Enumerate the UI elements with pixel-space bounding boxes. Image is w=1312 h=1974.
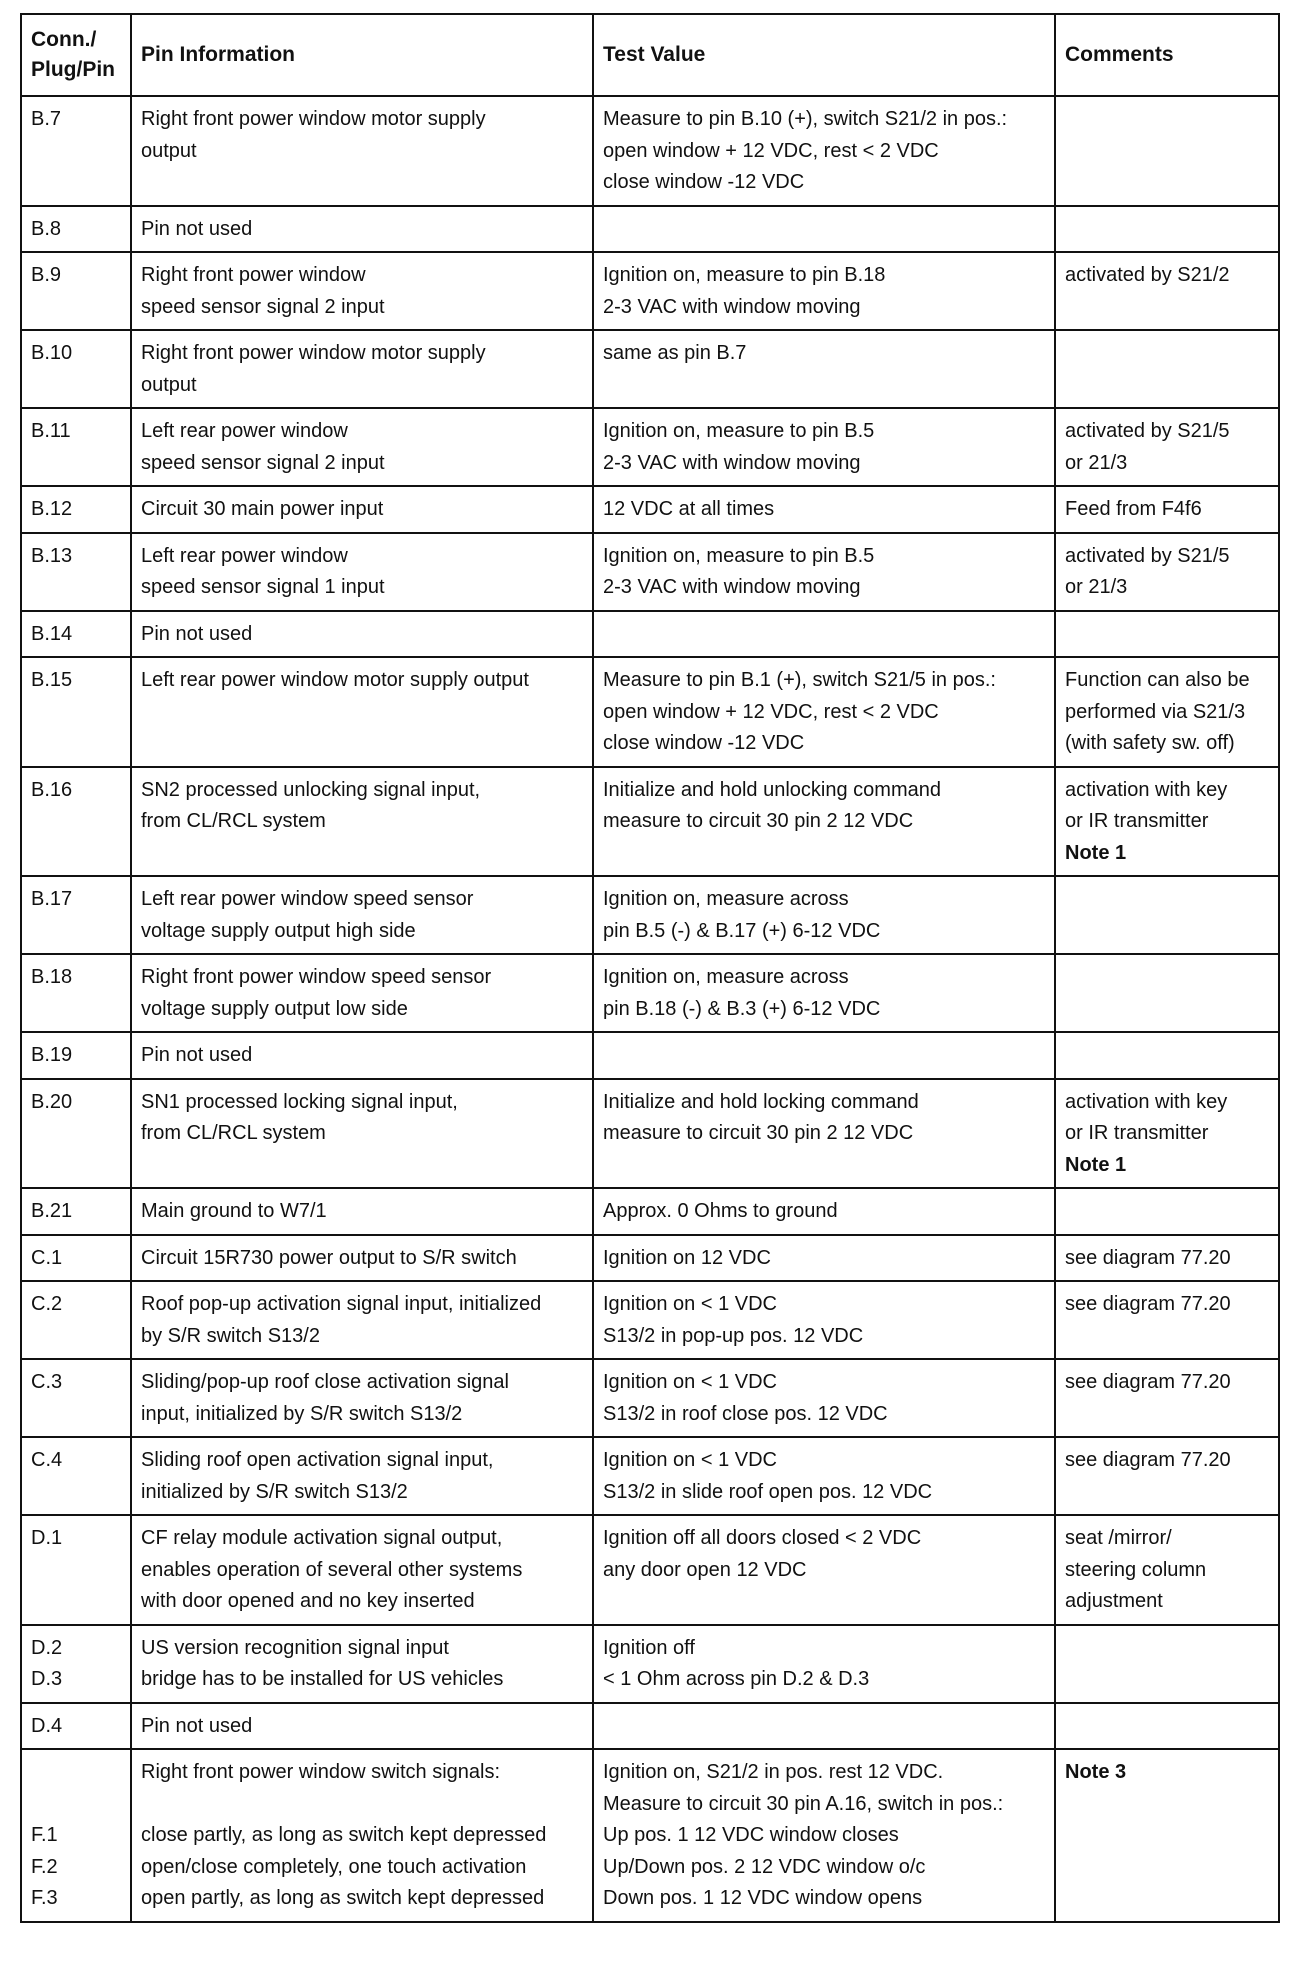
cell-line: D.4 [31, 1714, 63, 1737]
cell-line [141, 1789, 584, 1821]
pin-info-cell [131, 611, 593, 658]
comments-cell [1055, 1515, 1279, 1625]
table-row [21, 408, 1279, 486]
cell-line: Right front power window [141, 264, 366, 286]
cell-line: voltage supply output low side [141, 997, 408, 1020]
cell-line: Left rear power window [141, 420, 348, 442]
header-comments: Comments [1055, 14, 1279, 96]
pin-info-cell [131, 486, 593, 533]
cell-line: Right front power window switch signals: [141, 1761, 501, 1783]
pin-cell [21, 954, 131, 1032]
cell-line: steering column [1065, 1558, 1207, 1581]
cell-line: input, initialized by S/R switch S13/2 [141, 1402, 463, 1425]
cell-line: Note 3 [1065, 1761, 1127, 1783]
cell-line: F.1 [31, 1824, 58, 1846]
cell-line: Ignition on 12 VDC [603, 1246, 771, 1269]
pin-cell [21, 96, 131, 206]
cell-line: Right front power window motor supply [141, 342, 486, 364]
pin-info-cell [131, 1515, 593, 1625]
header-test-value: Test Value [593, 14, 1055, 96]
pin-cell [21, 1188, 131, 1235]
cell-line: bridge has to be installed for US vehicles [141, 1668, 504, 1690]
test-value-cell [593, 1437, 1055, 1515]
pin-cell [21, 1515, 131, 1625]
cell-line: B.21 [31, 1200, 73, 1222]
pin-info-cell [131, 252, 593, 330]
cell-line: F.3 [31, 1887, 58, 1909]
comments-cell [1055, 486, 1279, 533]
cell-line: SN2 processed unlocking signal input, [141, 778, 481, 801]
test-value-cell [593, 1625, 1055, 1703]
test-value-cell [593, 1079, 1055, 1189]
cell-line: activation with key [1065, 778, 1228, 801]
cell-line: B.13 [31, 544, 73, 567]
pin-info-cell [131, 1437, 593, 1515]
header-conn-line1: Conn./ [31, 28, 97, 51]
pin-cell [21, 876, 131, 954]
cell-line: B.10 [31, 342, 73, 364]
cell-line: SN1 processed locking signal input, [141, 1090, 458, 1113]
cell-line: close window -12 VDC [603, 732, 805, 754]
header-row [21, 14, 1279, 96]
cell-line: Ignition on, measure across [603, 966, 849, 988]
cell-line: or IR transmitter [1065, 1122, 1209, 1144]
comments-cell [1055, 1359, 1279, 1437]
cell-line: or 21/3 [1065, 451, 1128, 474]
cell-line: Ignition off all doors closed < 2 VDC [603, 1527, 922, 1549]
comments-cell [1055, 1625, 1279, 1703]
cell-line: from CL/RCL system [141, 810, 326, 832]
cell-line: Left rear power window motor supply output [141, 669, 529, 691]
pin-info-cell [131, 1625, 593, 1703]
test-value-cell [593, 1515, 1055, 1625]
cell-line: Ignition on < 1 VDC [603, 1293, 777, 1315]
table-row [21, 611, 1279, 658]
cell-line: open partly, as long as switch kept depressed [141, 1887, 545, 1909]
cell-line: pin B.18 (-) & B.3 (+) 6-12 VDC [603, 997, 881, 1020]
cell-line: B.14 [31, 622, 73, 645]
cell-line: 2-3 VAC with window moving [603, 451, 861, 474]
table-row [21, 1625, 1279, 1703]
comments-cell [1055, 1749, 1279, 1922]
cell-line: Right front power window motor supply [141, 108, 486, 130]
cell-line: Ignition on, measure to pin B.5 [603, 420, 875, 442]
table-row [21, 767, 1279, 877]
comments-cell [1055, 954, 1279, 1032]
pin-cell [21, 1749, 131, 1922]
cell-line: performed via S21/3 [1065, 700, 1246, 723]
test-value-cell [593, 252, 1055, 330]
cell-line: Up/Down pos. 2 12 VDC window o/c [603, 1855, 926, 1878]
cell-line: Initialize and hold unlocking command [603, 778, 941, 801]
pin-info-cell [131, 96, 593, 206]
cell-line: Note 1 [1065, 841, 1127, 864]
cell-line: 2-3 VAC with window moving [603, 576, 861, 598]
cell-line: 12 VDC at all times [603, 498, 775, 520]
pin-cell [21, 767, 131, 877]
test-value-cell [593, 206, 1055, 253]
cell-line: D.1 [31, 1527, 63, 1549]
test-value-cell [593, 96, 1055, 206]
comments-cell [1055, 1032, 1279, 1079]
table-row [21, 1281, 1279, 1359]
pin-info-cell [131, 876, 593, 954]
cell-line: same as pin B.7 [603, 342, 747, 364]
pin-cell [21, 1281, 131, 1359]
cell-line: Measure to circuit 30 pin A.16, switch in pos.: [603, 1792, 1004, 1815]
comments-cell [1055, 252, 1279, 330]
cell-line: see diagram 77.20 [1065, 1246, 1231, 1269]
cell-line: or 21/3 [1065, 576, 1128, 598]
pin-cell [21, 1235, 131, 1282]
table-row [21, 330, 1279, 408]
cell-line: see diagram 77.20 [1065, 1371, 1231, 1393]
cell-line: any door open 12 VDC [603, 1558, 807, 1581]
comments-cell [1055, 96, 1279, 206]
header-pin-info: Pin Information [131, 14, 593, 96]
comments-cell [1055, 611, 1279, 658]
cell-line: Note 1 [1065, 1153, 1127, 1176]
comments-cell [1055, 1188, 1279, 1235]
pin-cell [21, 1625, 131, 1703]
cell-line: activation with key [1065, 1090, 1228, 1113]
cell-line: close partly, as long as switch kept depressed [141, 1824, 547, 1846]
pin-info-cell [131, 657, 593, 767]
cell-line: activated by S21/5 [1065, 544, 1230, 567]
pin-info-cell [131, 767, 593, 877]
cell-line: Up pos. 1 12 VDC window closes [603, 1824, 899, 1846]
cell-line: < 1 Ohm across pin D.2 & D.3 [603, 1668, 870, 1690]
cell-line [31, 1757, 122, 1789]
cell-line: C.1 [31, 1246, 63, 1269]
pin-info-cell [131, 1188, 593, 1235]
pin-cell [21, 1079, 131, 1189]
test-value-cell [593, 1188, 1055, 1235]
cell-line: B.18 [31, 966, 73, 988]
cell-line: Sliding/pop-up roof close activation signal [141, 1371, 509, 1393]
pin-cell [21, 657, 131, 767]
cell-line: Approx. 0 Ohms to ground [603, 1200, 838, 1222]
cell-line: (with safety sw. off) [1065, 732, 1235, 754]
test-value-cell [593, 1032, 1055, 1079]
cell-line: Measure to pin B.10 (+), switch S21/2 in pos.: [603, 108, 1008, 130]
cell-line: pin B.5 (-) & B.17 (+) 6-12 VDC [603, 919, 881, 942]
cell-line: B.15 [31, 669, 73, 691]
test-value-cell [593, 1749, 1055, 1922]
table-row [21, 533, 1279, 611]
cell-line: measure to circuit 30 pin 2 12 VDC [603, 810, 914, 832]
cell-line: Feed from F4f6 [1065, 498, 1202, 520]
cell-line: Right front power window speed sensor [141, 966, 492, 988]
pin-table [20, 13, 1280, 1923]
comments-cell [1055, 206, 1279, 253]
cell-line: see diagram 77.20 [1065, 1293, 1231, 1315]
test-value-cell [593, 408, 1055, 486]
table-row [21, 876, 1279, 954]
pin-cell [21, 611, 131, 658]
cell-line: speed sensor signal 1 input [141, 576, 385, 598]
test-value-cell [593, 330, 1055, 408]
pin-cell [21, 1437, 131, 1515]
cell-line: D.3 [31, 1668, 63, 1690]
pin-info-cell [131, 1235, 593, 1282]
cell-line: from CL/RCL system [141, 1122, 326, 1144]
table-row [21, 96, 1279, 206]
cell-line: speed sensor signal 2 input [141, 295, 385, 318]
cell-line: CF relay module activation signal output, [141, 1527, 503, 1549]
table-row [21, 1032, 1279, 1079]
pin-cell [21, 1703, 131, 1750]
test-value-cell [593, 1703, 1055, 1750]
cell-line: adjustment [1065, 1590, 1163, 1612]
cell-line: activated by S21/5 [1065, 420, 1230, 442]
cell-line: enables operation of several other systems [141, 1558, 523, 1581]
pin-info-cell [131, 206, 593, 253]
cell-line: B.7 [31, 108, 62, 130]
pin-info-cell [131, 330, 593, 408]
comments-cell [1055, 1235, 1279, 1282]
table-row [21, 1188, 1279, 1235]
cell-line: or IR transmitter [1065, 810, 1209, 832]
cell-line: speed sensor signal 2 input [141, 451, 385, 474]
comments-cell [1055, 1079, 1279, 1189]
comments-cell [1055, 533, 1279, 611]
cell-line: output [141, 373, 197, 396]
pin-cell [21, 330, 131, 408]
cell-line: S13/2 in slide roof open pos. 12 VDC [603, 1480, 933, 1503]
comments-cell [1055, 657, 1279, 767]
cell-line: 2-3 VAC with window moving [603, 295, 861, 318]
cell-line: B.19 [31, 1044, 73, 1066]
test-value-cell [593, 954, 1055, 1032]
test-value-cell [593, 1281, 1055, 1359]
table-row [21, 1079, 1279, 1189]
comments-cell [1055, 1281, 1279, 1359]
table-row [21, 1437, 1279, 1515]
cell-line: open window + 12 VDC, rest < 2 VDC [603, 700, 939, 723]
pin-info-cell [131, 1079, 593, 1189]
cell-line [31, 1789, 122, 1821]
table-row [21, 954, 1279, 1032]
cell-line: Circuit 15R730 power output to S/R switch [141, 1246, 517, 1269]
pin-cell [21, 1032, 131, 1079]
table-row [21, 252, 1279, 330]
pin-cell [21, 252, 131, 330]
comments-cell [1055, 408, 1279, 486]
cell-line: Main ground to W7/1 [141, 1200, 327, 1222]
cell-line: open/close completely, one touch activation [141, 1855, 527, 1878]
comments-cell [1055, 876, 1279, 954]
test-value-cell [593, 876, 1055, 954]
pin-cell [21, 206, 131, 253]
comments-cell [1055, 1437, 1279, 1515]
comments-cell [1055, 330, 1279, 408]
pin-cell [21, 408, 131, 486]
pin-info-cell [131, 533, 593, 611]
header-conn-line2: Plug/Pin [31, 58, 115, 81]
table-row [21, 1749, 1279, 1922]
cell-line: Ignition on < 1 VDC [603, 1449, 777, 1471]
cell-line: C.3 [31, 1371, 63, 1393]
cell-line: Left rear power window [141, 544, 348, 567]
cell-line: Ignition on, S21/2 in pos. rest 12 VDC. [603, 1761, 944, 1783]
cell-line: Ignition on, measure to pin B.18 [603, 264, 886, 286]
table-row [21, 1235, 1279, 1282]
pin-info-cell [131, 954, 593, 1032]
test-value-cell [593, 486, 1055, 533]
test-value-cell [593, 611, 1055, 658]
cell-line: B.9 [31, 264, 62, 286]
cell-line: Ignition off [603, 1636, 695, 1659]
cell-line: Pin not used [141, 1044, 253, 1066]
table-row [21, 1359, 1279, 1437]
cell-line: Pin not used [141, 217, 253, 240]
cell-line: Pin not used [141, 1714, 253, 1737]
cell-line: B.16 [31, 778, 73, 801]
cell-line: S13/2 in roof close pos. 12 VDC [603, 1402, 888, 1425]
cell-line: B.11 [31, 420, 71, 442]
cell-line: Ignition on, measure to pin B.5 [603, 544, 875, 567]
cell-line: measure to circuit 30 pin 2 12 VDC [603, 1122, 914, 1144]
pin-info-cell [131, 1359, 593, 1437]
cell-line: B.20 [31, 1090, 73, 1113]
cell-line: open window + 12 VDC, rest < 2 VDC [603, 139, 939, 162]
pin-cell [21, 533, 131, 611]
cell-line: B.17 [31, 888, 73, 910]
test-value-cell [593, 533, 1055, 611]
cell-line: Function can also be [1065, 669, 1250, 691]
test-value-cell [593, 657, 1055, 767]
cell-line: Sliding roof open activation signal input, [141, 1449, 494, 1471]
cell-line: C.2 [31, 1293, 63, 1315]
pin-info-cell [131, 1032, 593, 1079]
table-row [21, 1515, 1279, 1625]
pin-info-cell [131, 408, 593, 486]
test-value-cell [593, 767, 1055, 877]
cell-line: output [141, 139, 197, 162]
table-row [21, 657, 1279, 767]
table-body [21, 96, 1279, 1922]
comments-cell [1055, 767, 1279, 877]
cell-line: Down pos. 1 12 VDC window opens [603, 1887, 923, 1909]
cell-line: US version recognition signal input [141, 1636, 449, 1659]
test-value-cell [593, 1235, 1055, 1282]
cell-line: see diagram 77.20 [1065, 1449, 1231, 1471]
cell-line: close window -12 VDC [603, 171, 805, 193]
pin-cell [21, 1359, 131, 1437]
cell-line: D.2 [31, 1636, 63, 1659]
header-conn [21, 14, 131, 96]
cell-line: Ignition on < 1 VDC [603, 1371, 777, 1393]
cell-line: Measure to pin B.1 (+), switch S21/5 in pos.: [603, 669, 996, 691]
test-value-cell [593, 1359, 1055, 1437]
cell-line: Left rear power window speed sensor [141, 888, 474, 910]
cell-line: activated by S21/2 [1065, 264, 1230, 286]
cell-line: Roof pop-up activation signal input, initialized [141, 1293, 542, 1315]
table-row [21, 1703, 1279, 1750]
cell-line: voltage supply output high side [141, 919, 416, 942]
table-row [21, 206, 1279, 253]
pin-info-cell [131, 1703, 593, 1750]
cell-line: initialized by S/R switch S13/2 [141, 1480, 408, 1503]
cell-line: B.12 [31, 498, 73, 520]
cell-line: Pin not used [141, 622, 253, 645]
cell-line: by S/R switch S13/2 [141, 1324, 320, 1347]
table-row [21, 486, 1279, 533]
comments-cell [1055, 1703, 1279, 1750]
pin-info-cell [131, 1749, 593, 1922]
cell-line: seat /mirror/ [1065, 1527, 1172, 1549]
cell-line: Ignition on, measure across [603, 888, 849, 910]
cell-line: C.4 [31, 1449, 63, 1471]
cell-line: F.2 [31, 1855, 58, 1878]
pin-info-cell [131, 1281, 593, 1359]
pin-cell [21, 486, 131, 533]
cell-line: Circuit 30 main power input [141, 498, 384, 520]
cell-line: Initialize and hold locking command [603, 1090, 919, 1113]
cell-line: B.8 [31, 217, 62, 240]
cell-line: S13/2 in pop-up pos. 12 VDC [603, 1324, 864, 1347]
cell-line: with door opened and no key inserted [141, 1590, 475, 1612]
